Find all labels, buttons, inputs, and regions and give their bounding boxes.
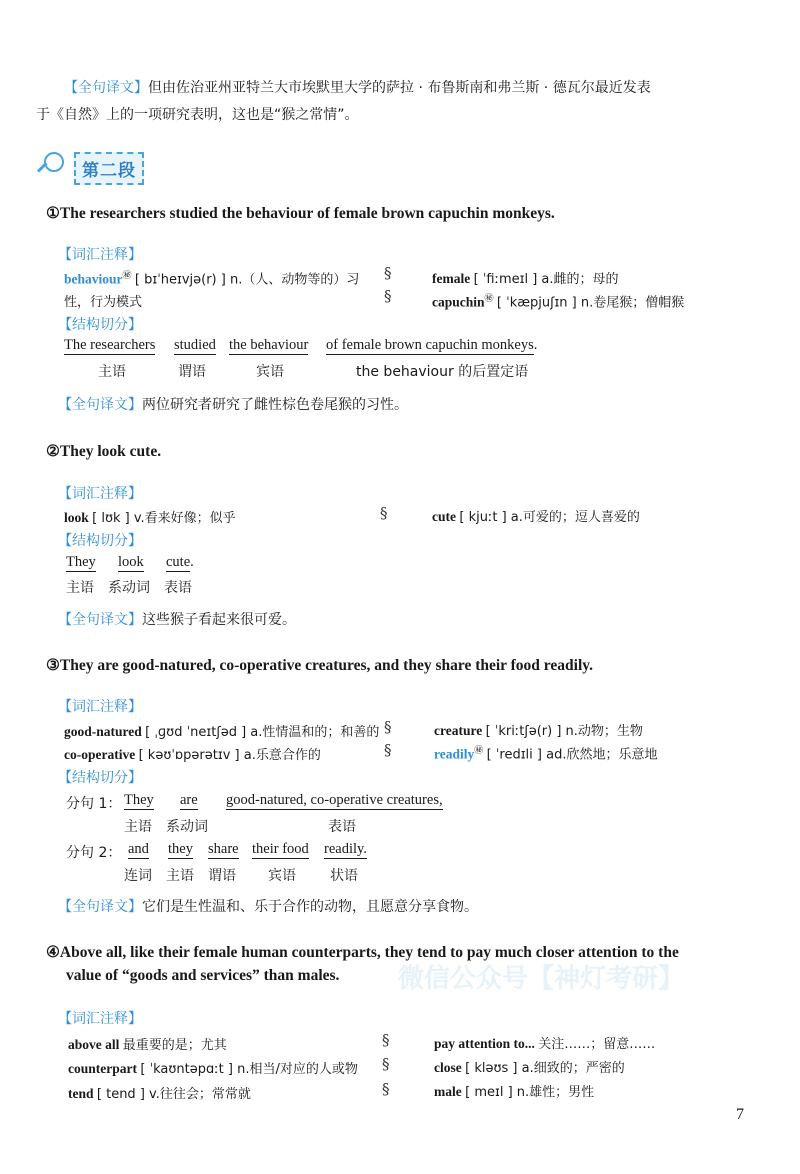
- intro-text-1: 但由佐治亚州亚特兰大市埃默里大学的萨拉 · 布鲁斯南和弗兰斯 · 德瓦尔最近发表: [148, 80, 651, 96]
- vocab-label-2: 【词汇注释】: [58, 486, 142, 502]
- watermark: 微信公众号【神灯考研】: [398, 964, 685, 994]
- vocab-look: [64, 507, 236, 526]
- clause-label: 分句 2：: [66, 845, 122, 861]
- split-part: They: [124, 792, 154, 808]
- role-label: 主语: [98, 364, 126, 380]
- divider-wave: §: [380, 504, 388, 522]
- split-part: the behaviour: [229, 337, 309, 353]
- role-label: 宾语: [256, 364, 284, 380]
- clause-label: 分句 1：: [66, 796, 122, 812]
- split-part: and: [128, 841, 149, 857]
- sentence-4-line2: value of “goods and services” than males.: [66, 967, 340, 984]
- exam-mark-icon: ㊙: [474, 745, 484, 755]
- split-part: The researchers: [64, 337, 156, 353]
- vocab-readily: [434, 743, 657, 763]
- def-female: [ ˈfiːmeɪl ] a.雌的；母的: [473, 272, 619, 287]
- vocab-co-operative: [64, 744, 321, 763]
- word-female: female: [432, 271, 471, 286]
- word-counterpart: counterpart: [68, 1061, 137, 1076]
- def-good-natured: [ ˌɡʊd ˈneɪtʃəd ] a.性情温和的；和善的: [145, 725, 380, 740]
- split-part: share: [208, 841, 239, 857]
- role-label: 系动词: [166, 819, 208, 835]
- intro-translation-line1: [64, 77, 651, 97]
- magnifier-icon: [36, 150, 72, 186]
- structure-label-2: 【结构切分】: [58, 533, 142, 549]
- sentence-3: ③They are good-natured, co-operative creatures, and they share their food readily.: [46, 657, 594, 674]
- section-title: 第二段: [74, 152, 144, 185]
- role-label: 主语: [124, 819, 152, 835]
- role-label: 主语: [66, 580, 94, 596]
- role-label: 表语: [164, 580, 192, 596]
- role-label: 宾语: [268, 868, 296, 884]
- def-cute: [ kjuːt ] a.可爱的；逗人喜爱的: [459, 510, 640, 525]
- vocab-capuchin: [432, 291, 684, 311]
- role-label: 谓语: [178, 364, 206, 380]
- role-label: 系动词: [108, 580, 150, 596]
- word-cute: cute: [432, 509, 456, 524]
- word-creature: creature: [434, 723, 483, 738]
- vocab-pay-attention: [434, 1033, 655, 1052]
- def-behaviour-cont: 性，行为模式: [64, 295, 143, 310]
- def-readily: [ ˈredɪli ] ad.欣然地；乐意地: [486, 747, 658, 763]
- vocab-male: [434, 1081, 594, 1100]
- word-co-operative: co-operative: [64, 747, 136, 762]
- structure-label-3: 【结构切分】: [58, 770, 142, 786]
- translation-2: 【全句译文】这些猴子看起来很可爱。: [58, 612, 296, 628]
- word-above-all: above all: [68, 1037, 120, 1052]
- translation-tag: 【全句译文】: [64, 80, 148, 96]
- sentence-4-line1: ④Above all, like their female human counterparts, they tend to pay much closer attention to the: [46, 944, 679, 961]
- split-part: cute.: [166, 554, 194, 570]
- translation-1: 【全句译文】两位研究者研究了雌性棕色卷尾猴的习性。: [58, 397, 408, 413]
- split-part: of female brown capuchin monkeys.: [326, 337, 538, 353]
- exam-mark-icon: ㊙: [484, 293, 494, 303]
- word-readily: readily: [434, 746, 475, 762]
- split-row-1: [64, 337, 155, 354]
- role-label: the behaviour 的后置定语: [356, 364, 529, 380]
- split-part: look: [118, 554, 144, 570]
- vocab-label-3: 【词汇注释】: [58, 699, 142, 715]
- word-good-natured: good-natured: [64, 724, 142, 739]
- sentence-2: ②They look cute.: [46, 443, 162, 460]
- split-part: studied: [174, 337, 216, 353]
- translation-tag: 【全句译文】: [58, 397, 142, 413]
- def-behaviour: [ bɪˈheɪvjə(r) ] n.（人、动物等的）习: [134, 272, 360, 288]
- def-creature: [ ˈkriːtʃə(r) ] n.动物；生物: [485, 724, 643, 739]
- divider-wave: §: [382, 1055, 390, 1073]
- vocab-counterpart: [68, 1058, 358, 1077]
- vocab-creature: [434, 720, 643, 739]
- vocab-label-4: 【词汇注释】: [58, 1011, 142, 1027]
- split-part: good-natured, co-operative creatures,: [226, 792, 443, 808]
- def-co-operative: [ kəʊˈɒpərətɪv ] a.乐意合作的: [138, 748, 321, 763]
- word-capuchin: capuchin: [432, 294, 485, 310]
- divider-wave: §: [384, 287, 392, 305]
- def-tend: [ tend ] v.往往会；常常就: [96, 1087, 251, 1102]
- vocab-good-natured: [64, 721, 379, 740]
- section-heading: [36, 150, 144, 186]
- role-label: 状语: [330, 868, 358, 884]
- role-label: 连词: [124, 868, 152, 884]
- exam-mark-icon: ㊙: [122, 270, 132, 280]
- divider-wave: §: [382, 1031, 390, 1049]
- vocab-behaviour: [64, 268, 359, 288]
- translation-tag: 【全句译文】: [58, 899, 142, 915]
- role-label: 主语: [166, 868, 194, 884]
- translation-tag: 【全句译文】: [58, 612, 142, 628]
- word-pay-attention: pay attention to...: [434, 1036, 535, 1051]
- split-part: readily.: [324, 841, 367, 857]
- word-close: close: [434, 1060, 462, 1075]
- split-part: they: [168, 841, 193, 857]
- structure-label-1: 【结构切分】: [58, 317, 142, 333]
- def-look: [ lʊk ] v.看来好像；似乎: [92, 511, 236, 526]
- def-pay-attention: 关注……；留意……: [538, 1037, 656, 1052]
- vocab-female: [432, 268, 619, 287]
- divider-wave: §: [384, 264, 392, 282]
- split-part: are: [180, 792, 198, 808]
- translation-3: 【全句译文】它们是生性温和、乐于合作的动物，且愿意分享食物。: [58, 899, 478, 915]
- split-part: They: [66, 554, 96, 570]
- split-part: their food: [252, 841, 309, 857]
- divider-wave: §: [382, 1080, 390, 1098]
- def-male: [ meɪl ] n.雄性；男性: [465, 1085, 595, 1100]
- word-look: look: [64, 510, 89, 525]
- word-tend: tend: [68, 1086, 94, 1101]
- word-male: male: [434, 1084, 462, 1099]
- vocab-cute: [432, 506, 640, 525]
- role-label: 谓语: [208, 868, 236, 884]
- intro-translation-line2: 于《自然》上的一项研究表明，这也是“猴之常情”。: [36, 107, 359, 123]
- word-behaviour: behaviour: [64, 271, 123, 287]
- divider-wave: §: [384, 741, 392, 759]
- def-above-all: 最重要的是；尤其: [122, 1038, 227, 1053]
- def-counterpart: [ ˈkaʊntəpɑːt ] n.相当/对应的人或物: [140, 1062, 358, 1077]
- vocab-above-all: [68, 1034, 227, 1053]
- divider-wave: §: [384, 718, 392, 736]
- sentence-1: ①The researchers studied the behaviour of female brown capuchin monkeys.: [46, 205, 555, 222]
- def-capuchin: [ ˈkæpjuʃɪn ] n.卷尾猴；僧帽猴: [496, 295, 685, 311]
- def-close: [ kləʊs ] a.细致的；严密的: [465, 1061, 625, 1076]
- vocab-tend: [68, 1083, 251, 1102]
- page-number: 7: [736, 1106, 744, 1123]
- vocab-close: [434, 1057, 625, 1076]
- vocab-label-1: 【词汇注释】: [58, 247, 142, 263]
- role-label: 表语: [328, 819, 356, 835]
